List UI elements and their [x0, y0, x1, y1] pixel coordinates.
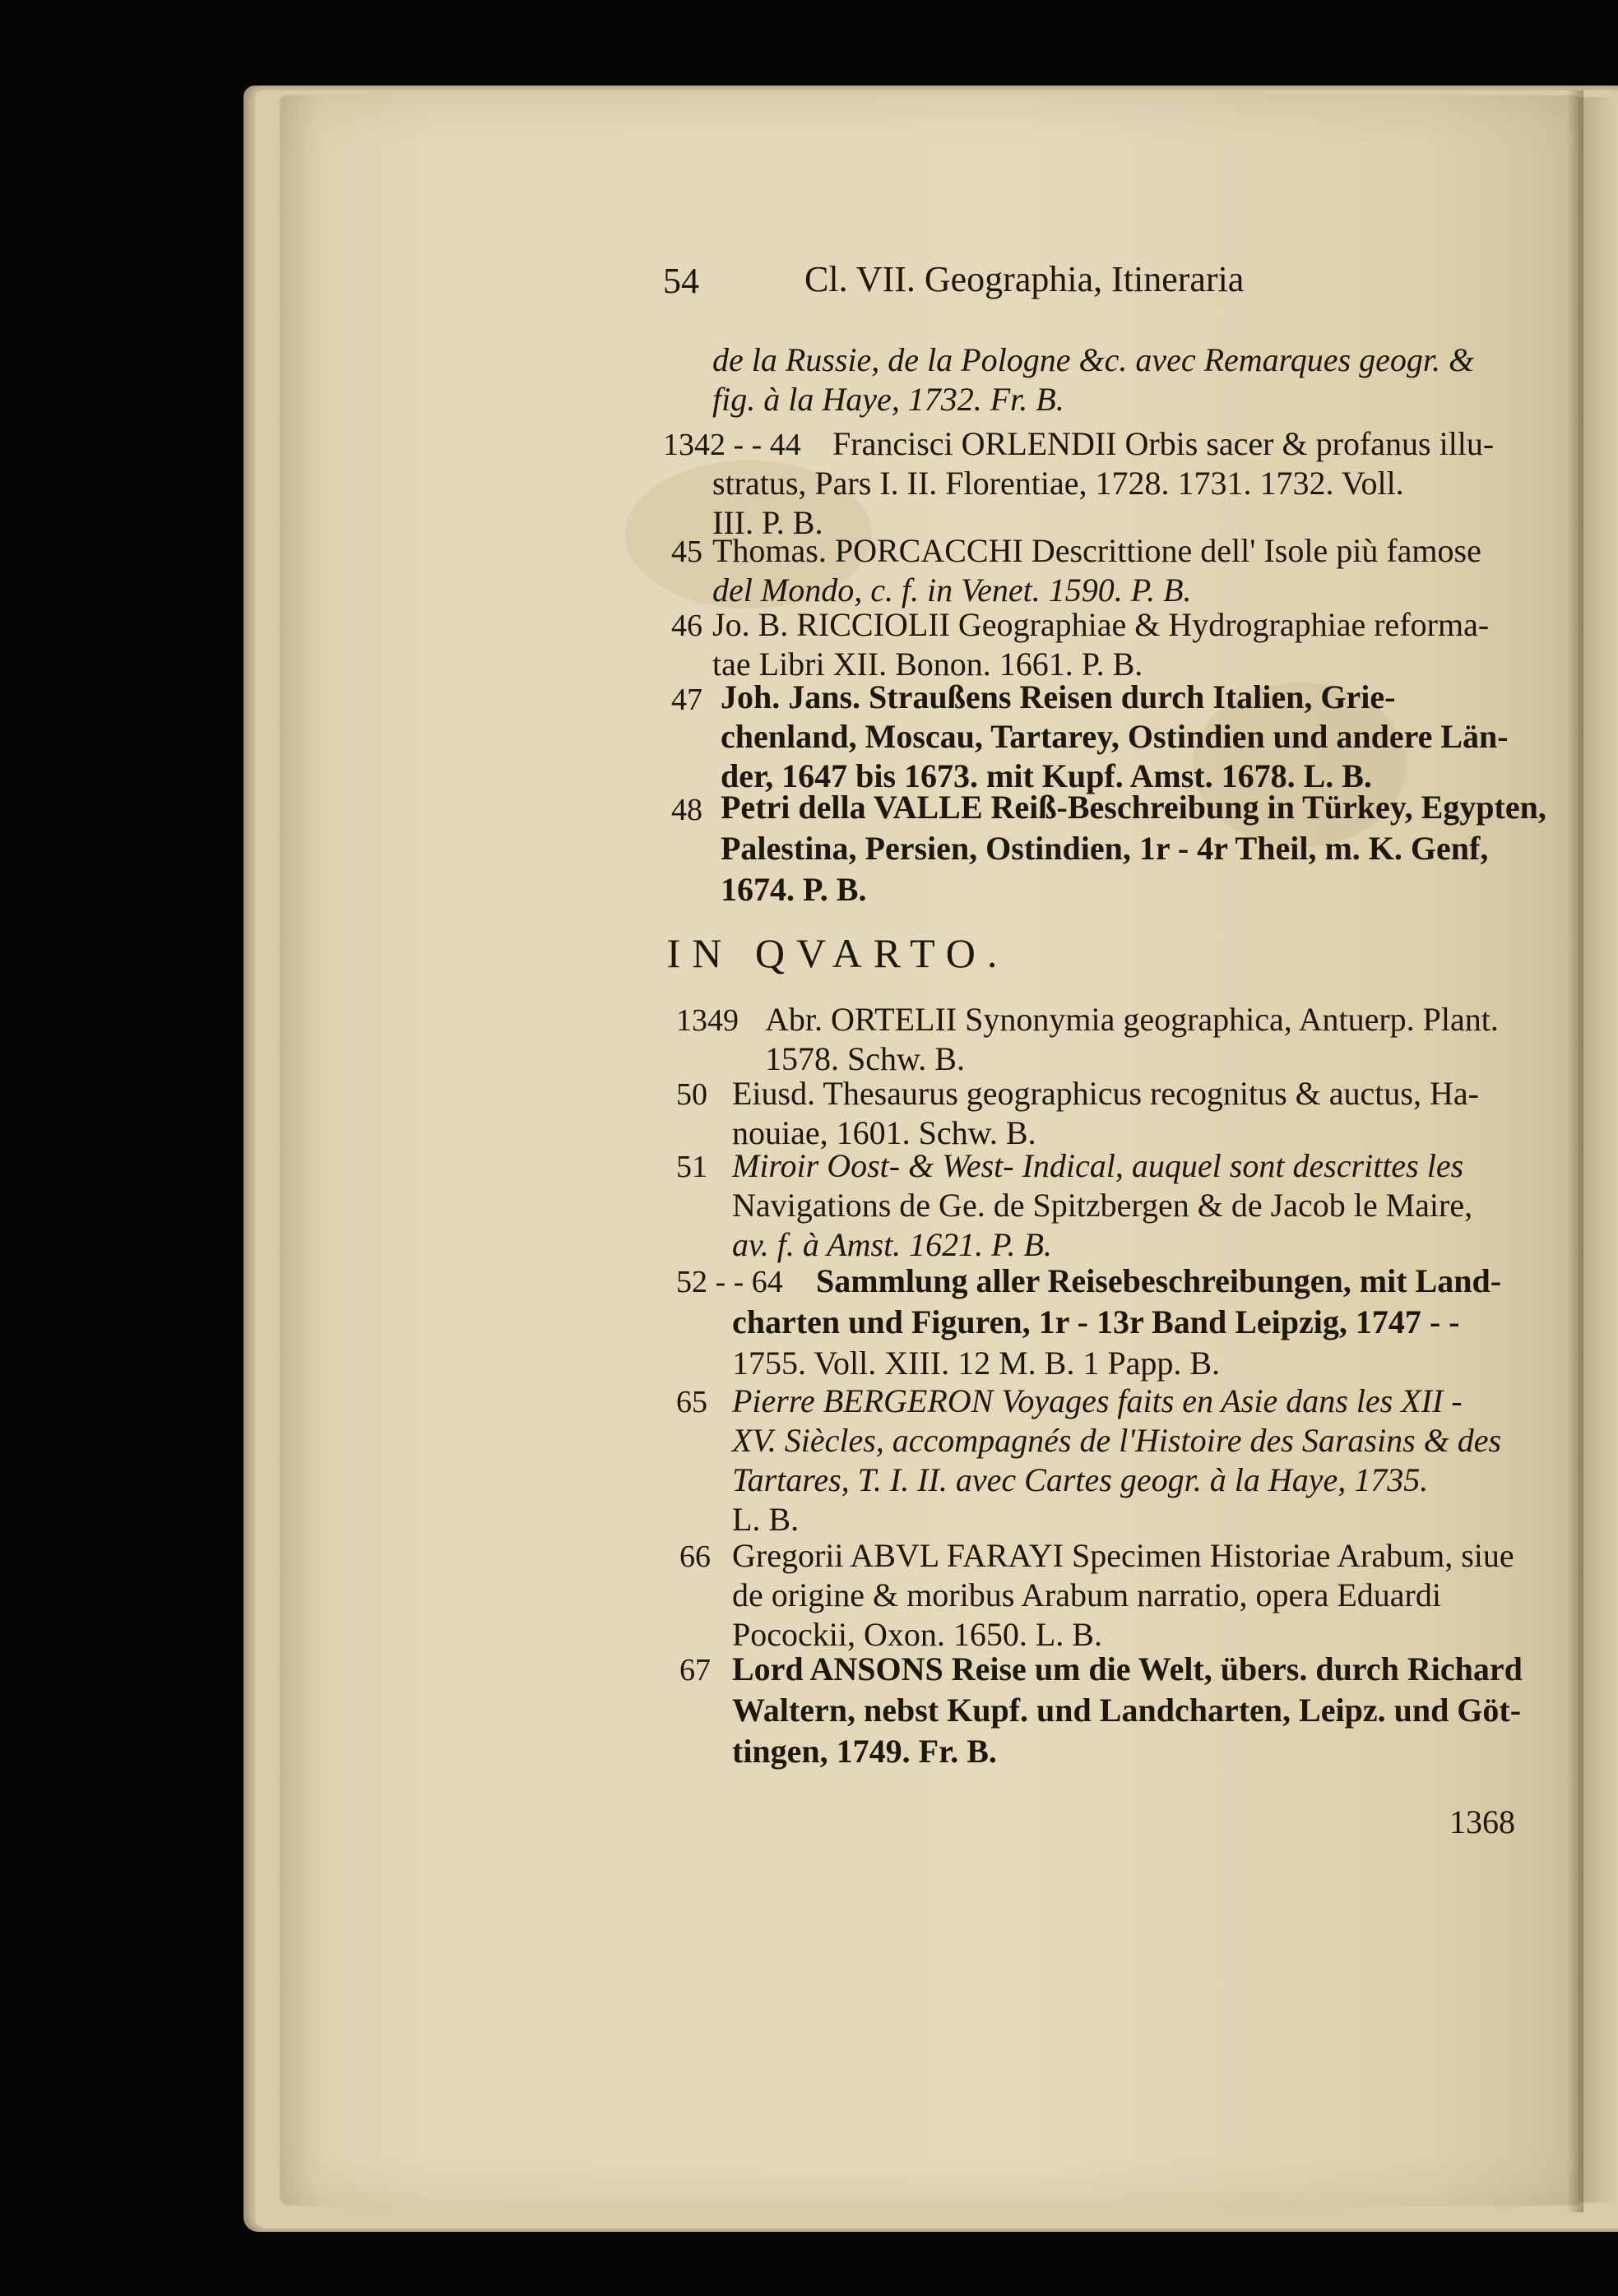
entry-line: Tartares, T. I. II. avec Cartes geogr. à la Haye, 1735.: [732, 1461, 1429, 1498]
entry-line: Abr. ORTELII Synonymia geographica, Antuerp. Plant.: [765, 1001, 1499, 1038]
entry-line: Thomas. PORCACCHI Descrittione dell' Isole più famose: [712, 532, 1481, 569]
entry-line: 1578. Schw. B.: [765, 1040, 965, 1077]
entry-line: Miroir Oost- & West- Indical, auquel sont descrittes les: [732, 1147, 1464, 1184]
section-heading: IN QVARTO.: [666, 930, 1009, 976]
entry-number: 45: [671, 535, 702, 569]
entry-line: chenland, Moscau, Tartarey, Ostindien und andere Län-: [721, 718, 1509, 755]
facing-page-edge: [1578, 97, 1618, 2202]
entry-line: 1755. Voll. XIII. 12 M. B. 1 Papp. B.: [732, 1345, 1221, 1382]
entry-number: 1342 - - 44: [663, 428, 801, 462]
entry-number: 52 - - 64: [676, 1265, 783, 1299]
entry-number: 1349: [676, 1003, 739, 1038]
entry-line: av. f. à Amst. 1621. P. B.: [732, 1226, 1052, 1263]
entry-line: Navigations de Ge. de Spitzbergen & de Jacob le Maire,: [732, 1187, 1473, 1224]
entry-line: Jo. B. RICCIOLII Geographiae & Hydrographiae reforma-: [712, 606, 1490, 643]
entry-line: Joh. Jans. Straußens Reisen durch Italien, Grie-: [721, 678, 1396, 715]
entry-number: 51: [676, 1150, 707, 1184]
entry-number: 65: [676, 1385, 707, 1419]
entry-number: 66: [679, 1539, 711, 1574]
catchword: 1368: [1449, 1803, 1515, 1840]
entry-line: Gregorii ABVL FARAYI Specimen Historiae Arabum, siue: [732, 1537, 1514, 1574]
entry-line: Francisci ORLENDII Orbis sacer & profanus illu-: [832, 425, 1495, 462]
entry-line: Petri della VALLE Reiß-Beschreibung in Türkey, Egypten,: [721, 789, 1546, 826]
entry-line: Sammlung aller Reisebeschreibungen, mit Land-: [816, 1262, 1502, 1299]
entry-line: Lord ANSONS Reise um die Welt, übers. durch Richard: [732, 1650, 1523, 1687]
entry-line: 1674. P. B.: [721, 871, 867, 908]
entry-line: tae Libri XII. Bonon. 1661. P. B.: [712, 646, 1143, 683]
entry-line: XV. Siècles, accompagnés de l'Histoire des Sarasins & des: [732, 1422, 1502, 1459]
page-number: 54: [663, 261, 699, 301]
entry-line: Waltern, nebst Kupf. und Landcharten, Leipz. und Göt-: [732, 1692, 1522, 1729]
entry-number: 47: [671, 683, 702, 717]
entry-number: 46: [671, 609, 702, 643]
entry-line: Eiusd. Thesaurus geographicus recognitus & auctus, Ha-: [732, 1075, 1479, 1112]
entry-number: 48: [671, 793, 702, 827]
entry-line: nouiae, 1601. Schw. B.: [732, 1114, 1036, 1151]
entry-number: 50: [676, 1077, 707, 1112]
entry-line: del Mondo, c. f. in Venet. 1590. P. B.: [712, 572, 1192, 609]
entry-number: 67: [679, 1653, 711, 1687]
entry-line: III. P. B.: [712, 504, 823, 541]
running-title: Cl. VII. Geographia, Itineraria: [804, 259, 1245, 299]
entry-line: de origine & moribus Arabum narratio, opera Eduardi: [732, 1576, 1441, 1613]
entry-line: de la Russie, de la Pologne &c. avec Remarques geogr. &: [712, 341, 1475, 378]
entry-line: Palestina, Persien, Ostindien, 1r - 4r Theil, m. K. Genf,: [721, 830, 1489, 867]
entry-line: tingen, 1749. Fr. B.: [732, 1733, 997, 1770]
entry-line: der, 1647 bis 1673. mit Kupf. Amst. 1678. L. B.: [721, 757, 1372, 794]
entry-line: L. B.: [732, 1501, 800, 1538]
entry-line: Pierre BERGERON Voyages faits en Asie dans les XII -: [732, 1382, 1463, 1419]
entry-line: charten und Figuren, 1r - 13r Band Leipzig, 1747 - -: [732, 1303, 1460, 1340]
spine-shadow: [1567, 90, 1583, 2212]
entry-line: Pocockii, Oxon. 1650. L. B.: [732, 1616, 1102, 1653]
entry-line: stratus, Pars I. II. Florentiae, 1728. 1731. 1732. Voll.: [712, 465, 1404, 502]
entry-line: fig. à la Haye, 1732. Fr. B.: [712, 381, 1064, 418]
